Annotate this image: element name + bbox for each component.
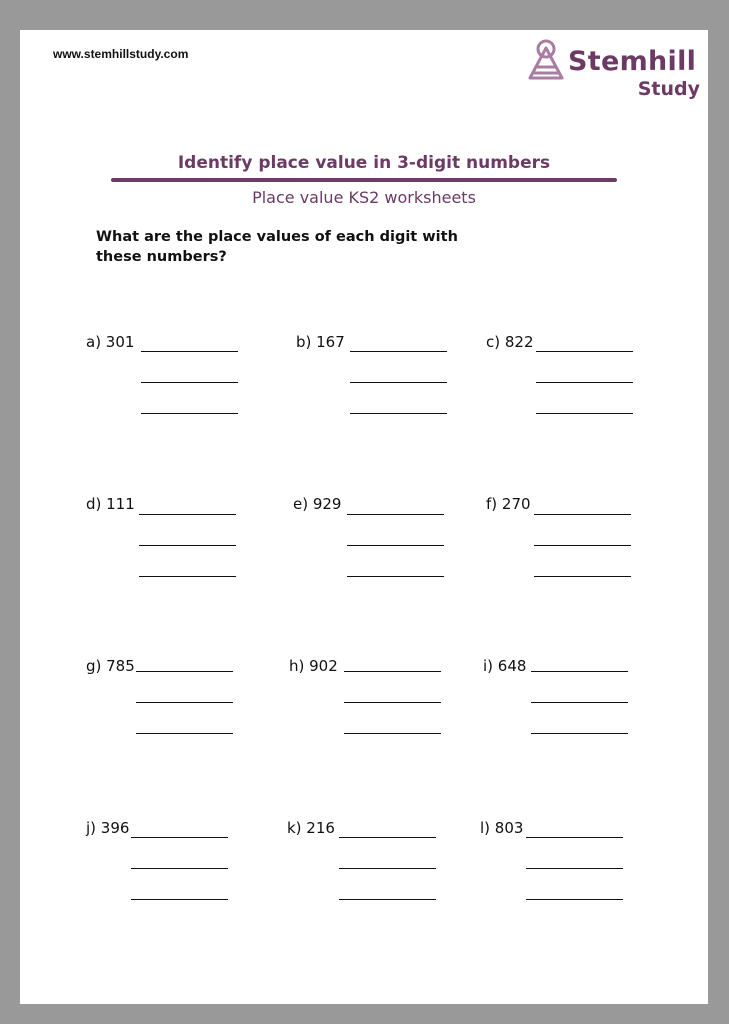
answer-line-hundreds[interactable] — [347, 514, 444, 515]
problem-d — [86, 495, 266, 575]
answer-line-tens[interactable] — [347, 545, 444, 546]
answer-line-tens[interactable] — [350, 382, 447, 383]
answer-line-tens[interactable] — [139, 545, 236, 546]
answer-line-tens[interactable] — [536, 382, 633, 383]
problem-c — [486, 333, 666, 413]
instruction-text — [96, 227, 496, 267]
answer-line-hundreds[interactable] — [526, 837, 623, 838]
answer-line-ones[interactable] — [139, 576, 236, 577]
problem-label: k) 216 — [287, 819, 335, 837]
answer-line-tens[interactable] — [344, 702, 441, 703]
answer-line-ones[interactable] — [350, 413, 447, 414]
answer-line-ones[interactable] — [344, 733, 441, 734]
answer-line-hundreds[interactable] — [536, 351, 633, 352]
answer-line-hundreds[interactable] — [350, 351, 447, 352]
answer-line-tens[interactable] — [534, 545, 631, 546]
answer-line-tens[interactable] — [141, 382, 238, 383]
instruction-line-1: What are the place values of each digit with — [96, 229, 458, 245]
problem-label: j) 396 — [86, 819, 130, 837]
answer-line-hundreds[interactable] — [139, 514, 236, 515]
brand-sub: Study — [637, 78, 700, 100]
answer-line-ones[interactable] — [339, 899, 436, 900]
problem-g — [86, 657, 266, 737]
problem-e — [293, 495, 473, 575]
problem-k — [287, 819, 467, 899]
problem-f — [486, 495, 666, 575]
title-divider — [111, 178, 617, 182]
answer-line-hundreds[interactable] — [339, 837, 436, 838]
answer-line-ones[interactable] — [526, 899, 623, 900]
worksheet-subtitle: Place value KS2 worksheets — [252, 188, 476, 207]
worksheet-page — [20, 30, 708, 1004]
brand-logo — [520, 36, 710, 106]
problem-label: d) 111 — [86, 495, 135, 513]
problem-i — [483, 657, 663, 737]
problem-label: i) 648 — [483, 657, 527, 675]
problem-h — [289, 657, 469, 737]
answer-line-hundreds[interactable] — [344, 671, 441, 672]
answer-line-hundreds[interactable] — [141, 351, 238, 352]
problem-label: g) 785 — [86, 657, 135, 675]
problem-label: a) 301 — [86, 333, 135, 351]
worksheet-title: Identify place value in 3-digit numbers — [177, 153, 551, 173]
problem-j — [86, 819, 266, 899]
problem-label: b) 167 — [296, 333, 345, 351]
problem-a — [86, 333, 266, 413]
answer-line-tens[interactable] — [526, 868, 623, 869]
problem-l — [480, 819, 660, 899]
problem-label: e) 929 — [293, 495, 342, 513]
answer-line-ones[interactable] — [131, 899, 228, 900]
answer-line-ones[interactable] — [534, 576, 631, 577]
answer-line-tens[interactable] — [531, 702, 628, 703]
answer-line-ones[interactable] — [136, 733, 233, 734]
problem-label: f) 270 — [486, 495, 531, 513]
answer-line-tens[interactable] — [131, 868, 228, 869]
problem-label: l) 803 — [480, 819, 524, 837]
answer-line-ones[interactable] — [536, 413, 633, 414]
answer-line-hundreds[interactable] — [131, 837, 228, 838]
brand-name: Stemhill — [568, 46, 697, 77]
answer-line-hundreds[interactable] — [534, 514, 631, 515]
answer-line-tens[interactable] — [339, 868, 436, 869]
problem-b — [296, 333, 476, 413]
website-url: www.stemhillstudy.com — [53, 47, 189, 61]
answer-line-ones[interactable] — [531, 733, 628, 734]
instruction-line-2: these numbers? — [96, 249, 227, 265]
answer-line-hundreds[interactable] — [531, 671, 628, 672]
problem-label: h) 902 — [289, 657, 338, 675]
answer-line-ones[interactable] — [141, 413, 238, 414]
stemhill-logo-icon — [524, 38, 568, 82]
answer-line-hundreds[interactable] — [136, 671, 233, 672]
answer-line-tens[interactable] — [136, 702, 233, 703]
answer-line-ones[interactable] — [347, 576, 444, 577]
problem-label: c) 822 — [486, 333, 534, 351]
